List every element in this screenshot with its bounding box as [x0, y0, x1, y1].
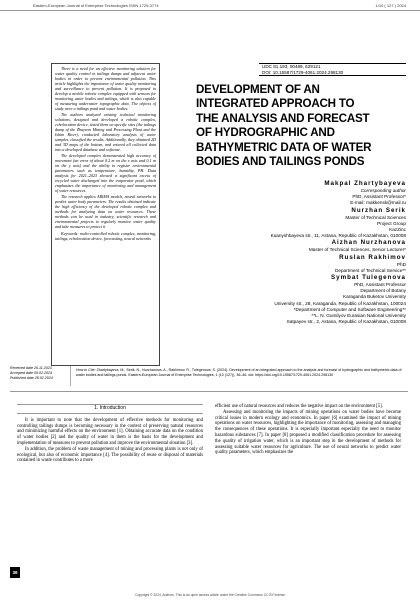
- divider: [10, 391, 408, 392]
- author-name: Nurzhan Serik: [351, 206, 406, 214]
- author-affiliation-line: Karaganda Buketov University: [342, 294, 406, 300]
- published-date: Published date 28.02.2024: [10, 376, 53, 380]
- doi[interactable]: DOI: 10.15587/1729-4061.2024.298130: [262, 69, 344, 75]
- citation-label: How to Cite:: [76, 368, 96, 372]
- accepted-date: Accepted date 09.02.2024: [10, 371, 52, 375]
- author-affiliation-line: Master of Technical Sciences, Senior Lecturer*: [308, 247, 406, 253]
- author-affiliation-line: Department of Technical Service**: [334, 267, 406, 273]
- abstract-paragraph: The authors analyzed existing technical monitoring solutions, designed and developed a robotic complex, echolocation device, tested them on specific sites (the tailings dump of the Zhayrem Mining and Processing Plant and the Ishim River), conducted laboratory analysis of water samples, classified the results. Additionally, they obtained 2D and 3D maps of the bottom, and entered all collected data into a developed database and software.: [55, 112, 156, 152]
- issue-number: 1/10 ( 127 ) 2024: [375, 3, 406, 8]
- journal-name: Eastern-European Journal of Enterprise Technologies ISSN 1729-3774: [33, 3, 159, 8]
- title-line: BATHYMETRIC DATA OF WATER: [196, 140, 372, 154]
- author-name: Makpal Zhartybayeva: [324, 180, 406, 187]
- udc-doi-block: [259, 63, 406, 76]
- abstract-paragraph: There is a need for an effective monitoring solution for water quality control in tailings dumps and adjacent water bodies in order to prevent environmental pollution. This article highlights the importance of water quality monitoring and surveillance to prevent pollution. It is proposed to develop a mobile robotic complex equipped with sensors for monitoring water bodies and tailings, which is also capable of measuring underwater topographic data. The objects of study were a tailings pond and water bodies.: [55, 66, 156, 111]
- citation: [76, 368, 408, 377]
- title-line: THE ANALYSIS AND FORECAST: [196, 111, 370, 125]
- title-line: BODIES AND TAILINGS PONDS: [196, 155, 365, 169]
- author-affiliation-line: Satpayev str., 2, Astana, Republic of Kazakhstan, 010008: [286, 319, 406, 325]
- author-affiliation-line: Kuanyshbayeva str., 11, Astana, Republic of Kazakhstan, 010008: [270, 233, 406, 239]
- abstract-paragraph: The research applies ARIMA models, neural networks to predict water body parameters. The results obtained indicate the high efficiency of the developed robotic complex and methods for analyzing data on water resources. These methods can be used in industry, scientific research and environmental projects to regularly monitor water quality and take measures to protect it: [55, 194, 156, 229]
- section-heading: 1. Introduction: [17, 404, 203, 414]
- text-column-right: [215, 404, 401, 456]
- author-name: Symbat Tulegenova: [331, 274, 406, 282]
- page-number: 36: [10, 567, 20, 578]
- author-name: Aizhan Nurzhanova: [331, 239, 406, 247]
- author-affiliation-line: Master of Technical Sciences: [345, 214, 406, 220]
- body-paragraph: Assessing and monitoring the impacts of mining operations on water bodies have become critical issues in modern ecology and economics. In paper [6] examined the impact of mining operations on water resources, highlighting the importance of monitoring, assessing and managing the consequences of these operations. It is especially important especially the need to monitor hazardous substances [7]. In paper [8] proposed a modified classification procedure for assessing the quality of irrigation water, which is an important step in the development of methods for assessing suitable water resources for agriculture. The use of neural networks to predict water quality parameters, which emphasizes the: [215, 409, 401, 456]
- abstract-paragraph: The developed complex demonstrated high accuracy of movement (an error of about 0.2 m on the x axis and 0.1 m on the y axis) and the ability to register environmental parameters such as temperature, humidity, PH. Data analysis for 2021–2023 showed a significant excess of recycled water discharged into the evaporator pond, which emphasizes the importance of monitoring and management of water resources.: [55, 153, 156, 193]
- author-affiliation-line: University str., 28, Karaganda, Republic of Kazakhstan, 100024: [274, 300, 406, 306]
- journal-header: [0, 0, 420, 11]
- author-affiliation-line: PhD, Assistant Professor: [354, 282, 406, 288]
- author-affiliation-line: E-mail: makkensk@mail.ru: [350, 200, 406, 206]
- udc-code: UDC 81.193, 00489, 629121: [262, 64, 321, 69]
- article-title: [196, 83, 410, 169]
- body-paragraph: In addition, the problem of waste management of mining and processing plants is not only of ecological, but also of economic importance [4]. The possibility of reuse or disposal of materials contained in waste contributes to a more: [17, 446, 203, 464]
- author-affiliation-line: Corresponding author: [360, 188, 406, 193]
- citation-text: Zhartybayeva, M., Serik, N., Nurzhanova, A., Rakhimov, R., Tulegenova, S. (2024). Development of an integrated approach to the analysis and forecast of hydrographic and bathymetric data of water bodies and tailings ponds. Eastern-European Journal of Enterprise Technologies, 1 (10 (127)), 36–46. doi: https://doi.org/10.15587/1729-4061.2024.298130: [76, 368, 402, 377]
- authors-affiliations: [176, 180, 406, 325]
- author-affiliation-line: PhD: [396, 261, 406, 267]
- author-affiliation-line: **L. N. Gumilyov Eurasian National University: [311, 313, 406, 319]
- title-line: OF HYDROGRAPHIC AND: [196, 126, 335, 140]
- license-footer: Copyright © 2024, Authors. This is an open access article under the Creative Commons CC BY license: [135, 593, 285, 597]
- article-dates: [10, 366, 71, 386]
- body-paragraph: It is important to note that the development of effective methods for monitoring and controlling tailings dumps is becoming necessary in the context of preserving natural resources and minimizing harmful effects on the environment [1]. Obtaining accurate data on the condition of water bodies [2] and the quality of water in them is the basis for the development and implementation of measures to prevent pollution and improve the environmental situation [3].: [17, 417, 203, 446]
- text-column-left: [17, 404, 203, 464]
- author-name: Ruslan Rakhimov: [339, 253, 406, 261]
- abstract-box: [51, 63, 160, 366]
- title-line: INTEGRATED APPROACH TO: [196, 97, 355, 111]
- body-paragraph: efficient use of natural resources and reduces the negative impact on the environment [5].: [215, 404, 383, 409]
- received-date: Received date 26.11.2023: [10, 366, 52, 370]
- title-line: DEVELOPMENT OF AN: [196, 83, 320, 96]
- keywords: Keywords: radio-controlled robotic complex, monitoring, tailings, echolocation device, forecasting, neural networks: [55, 231, 156, 241]
- author-affiliation-line: Project Group: [377, 220, 406, 226]
- author-affiliation-line: PhD, Assistant Professor*: [352, 194, 406, 200]
- author-affiliation-line: *Department of Computer and Software Engineering**: [293, 306, 406, 312]
- author-affiliation-line: Department of Botany: [360, 288, 406, 294]
- author-affiliation-line: KazZinc: [389, 227, 406, 233]
